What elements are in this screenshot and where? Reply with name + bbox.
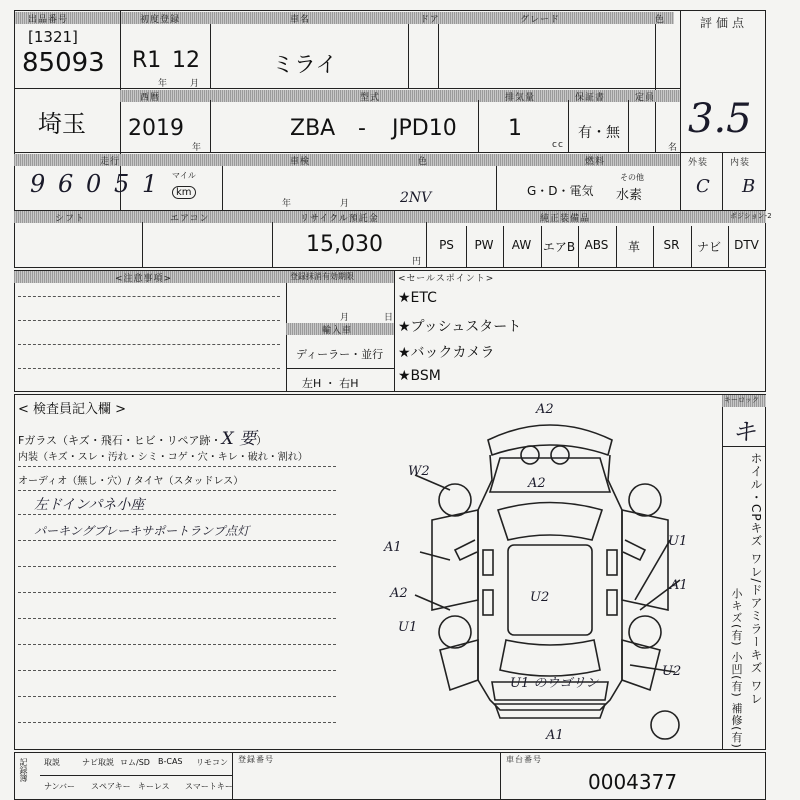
label-entry: 出品番号: [28, 15, 69, 25]
damage-mark: U2: [530, 590, 550, 605]
rating-value: 3.5: [688, 96, 752, 142]
model-code: JPD10: [392, 116, 457, 141]
inspector-title: < 検査員記入欄 >: [18, 402, 127, 417]
km-badge: km: [172, 186, 196, 199]
damage-mark: A2: [528, 476, 546, 491]
mileage-digit: 9: [30, 170, 46, 198]
reg-month: 12: [172, 48, 200, 73]
damage-mark: U2: [662, 664, 682, 679]
hand-note-1: 左ドインパネ小座: [34, 497, 145, 513]
equipment-6: SR: [663, 238, 680, 252]
sales-point-1: ★ETC: [398, 290, 437, 306]
damage-mark: A2: [390, 586, 408, 601]
damage-mark: U1: [668, 534, 688, 549]
dealer-option: ディーラー・並行: [296, 348, 384, 361]
prefecture: 埼玉: [38, 110, 86, 138]
footer-item: スマートキー: [185, 782, 233, 791]
label-first-reg: 初度登録: [140, 15, 181, 25]
interior-line: 内装（キズ・スレ・汚れ・シミ・コゲ・穴・キレ・破れ・割れ）: [18, 452, 308, 463]
legend-vertical-1: ホイル・CPキズ ワレ/ドアミラーキズ ワレ: [749, 452, 763, 706]
equipment-0: PS: [439, 238, 454, 252]
damage-mark: A1: [546, 728, 564, 743]
footer-item: リモコン: [196, 758, 228, 767]
equipment-7: ナビ: [696, 240, 721, 254]
car-diagram: [380, 400, 725, 745]
key-mark: キ: [732, 418, 756, 446]
exterior-grade: C: [696, 176, 710, 197]
recycle-fee: 15,030: [306, 232, 383, 257]
f-glass-line: Fガラス（キズ・飛石・ヒビ・リペア跡・X 要）: [18, 429, 268, 449]
equipment-2: AW: [511, 238, 532, 252]
steering-option: 左H ・ 右H: [302, 377, 359, 390]
model-prefix: ZBA: [290, 116, 336, 141]
equipment-4: ABS: [584, 238, 609, 252]
damage-mark: U1 のウゴリン: [510, 676, 599, 691]
audio-line: オーディオ（無し・穴）/ タイヤ（スタッドレス）: [18, 476, 244, 487]
mileage-digit: 6: [58, 170, 74, 198]
footer-item: スペアキー: [91, 782, 131, 791]
year-western: 2019: [128, 116, 184, 141]
footer-item: ロム/SD: [120, 758, 150, 767]
equipment-1: PW: [474, 238, 494, 252]
mileage-digit: 0: [86, 170, 102, 198]
label-car-name: 車名: [290, 15, 311, 25]
footer-item: B-CAS: [158, 757, 183, 766]
damage-mark: A1: [670, 578, 688, 593]
car-name: ミライ: [272, 53, 338, 78]
sales-point-2: ★プッシュスタート: [398, 319, 522, 335]
mileage-digit: 1: [142, 170, 158, 198]
equipment-8: DTV: [734, 238, 759, 252]
auction-sheet: 出品番号 初度登録 車名 ドア グレード 色 評価点 [1321] 85093 R1 12 年 月 ミライ 西暦 型式 排気量 保証書 定員 埼玉 2019 年 ZBA - JPD10 1 cc 有・無 名 3.5 走行 車検 色 燃料 外装 内装 9 6 0 5 1 マイル km 年 月 2NV G・D・電気 その他 水素 C B シフト エアコン リサイクル預託金 純正装備品 ポジション-2 15,030 円 PS PW AW エアB ABS 革 SR ナビ DTV <注意事項> 登録抹消有効期限 月 日 輸入車 ディーラー・並行 左H ・ 右H <セールスポイント> ★ETC ★プッシュスタート ★バックカメラ ★BSM < 検査員記入欄 > Fガラス（キズ・飛石・ヒビ・リペア跡・X 要） 内装（キズ・スレ・汚れ・シミ・コゲ・穴・キレ・破れ・割れ） オーディオ（無し・穴）/ タイヤ（スタッドレス） 左ドインパネ小座 パーキングブレーキサポートランプ点灯 A2 A2 W2 A1 A2 U1 U2 U1 A1 U2 U1 のウゴリン A1 キーロック キ ホイル・CPキズ ワレ/ドアミラーキズ ワレ 小キズ(有) 小凹(有) 補修(有) 記録簿 取説 ナビ取説 ロム/SD B-CAS リモコン ナンバー スペアキー キーレス スマートキー 登録番号 車台番号 0004377: [0, 0, 800, 800]
label-color-col: 色: [655, 15, 666, 25]
sales-point-3: ★バックカメラ: [398, 345, 495, 361]
sales-point-4: ★BSM: [398, 368, 441, 384]
displacement-value: 1: [508, 116, 522, 141]
footer-item: ナンバー: [44, 782, 76, 791]
interior-grade: B: [742, 176, 756, 197]
era-year: R1: [132, 48, 162, 73]
legend-vertical-2: 小キズ(有) 小凹(有) 補修(有): [730, 588, 743, 749]
footer-item: 取説: [44, 758, 60, 767]
label-door: ドア: [420, 15, 440, 25]
footer-item: キーレス: [138, 782, 170, 791]
label-rating: 評価点: [700, 16, 749, 30]
mileage-digit: 5: [114, 170, 130, 198]
equipment-3: エアB: [542, 240, 576, 254]
entry-number: 85093: [22, 48, 105, 78]
damage-mark: W2: [408, 464, 430, 479]
fuel-other: 水素: [616, 188, 643, 203]
equipment-5: 革: [627, 240, 640, 254]
damage-mark: A1: [384, 540, 402, 555]
hand-note-2: パーキングブレーキサポートランプ点灯: [34, 524, 250, 538]
damage-mark: U1: [398, 620, 418, 635]
chassis-number: 0004377: [588, 770, 678, 794]
footer-item: ナビ取説: [82, 758, 114, 767]
fuel-options: G・D・電気: [527, 184, 594, 198]
warranty-value: 有・無: [578, 125, 620, 141]
entry-code: [1321]: [28, 28, 78, 46]
label-grade: グレード: [520, 15, 561, 25]
color-code: 2NV: [400, 190, 432, 206]
damage-mark: A2: [536, 402, 554, 417]
